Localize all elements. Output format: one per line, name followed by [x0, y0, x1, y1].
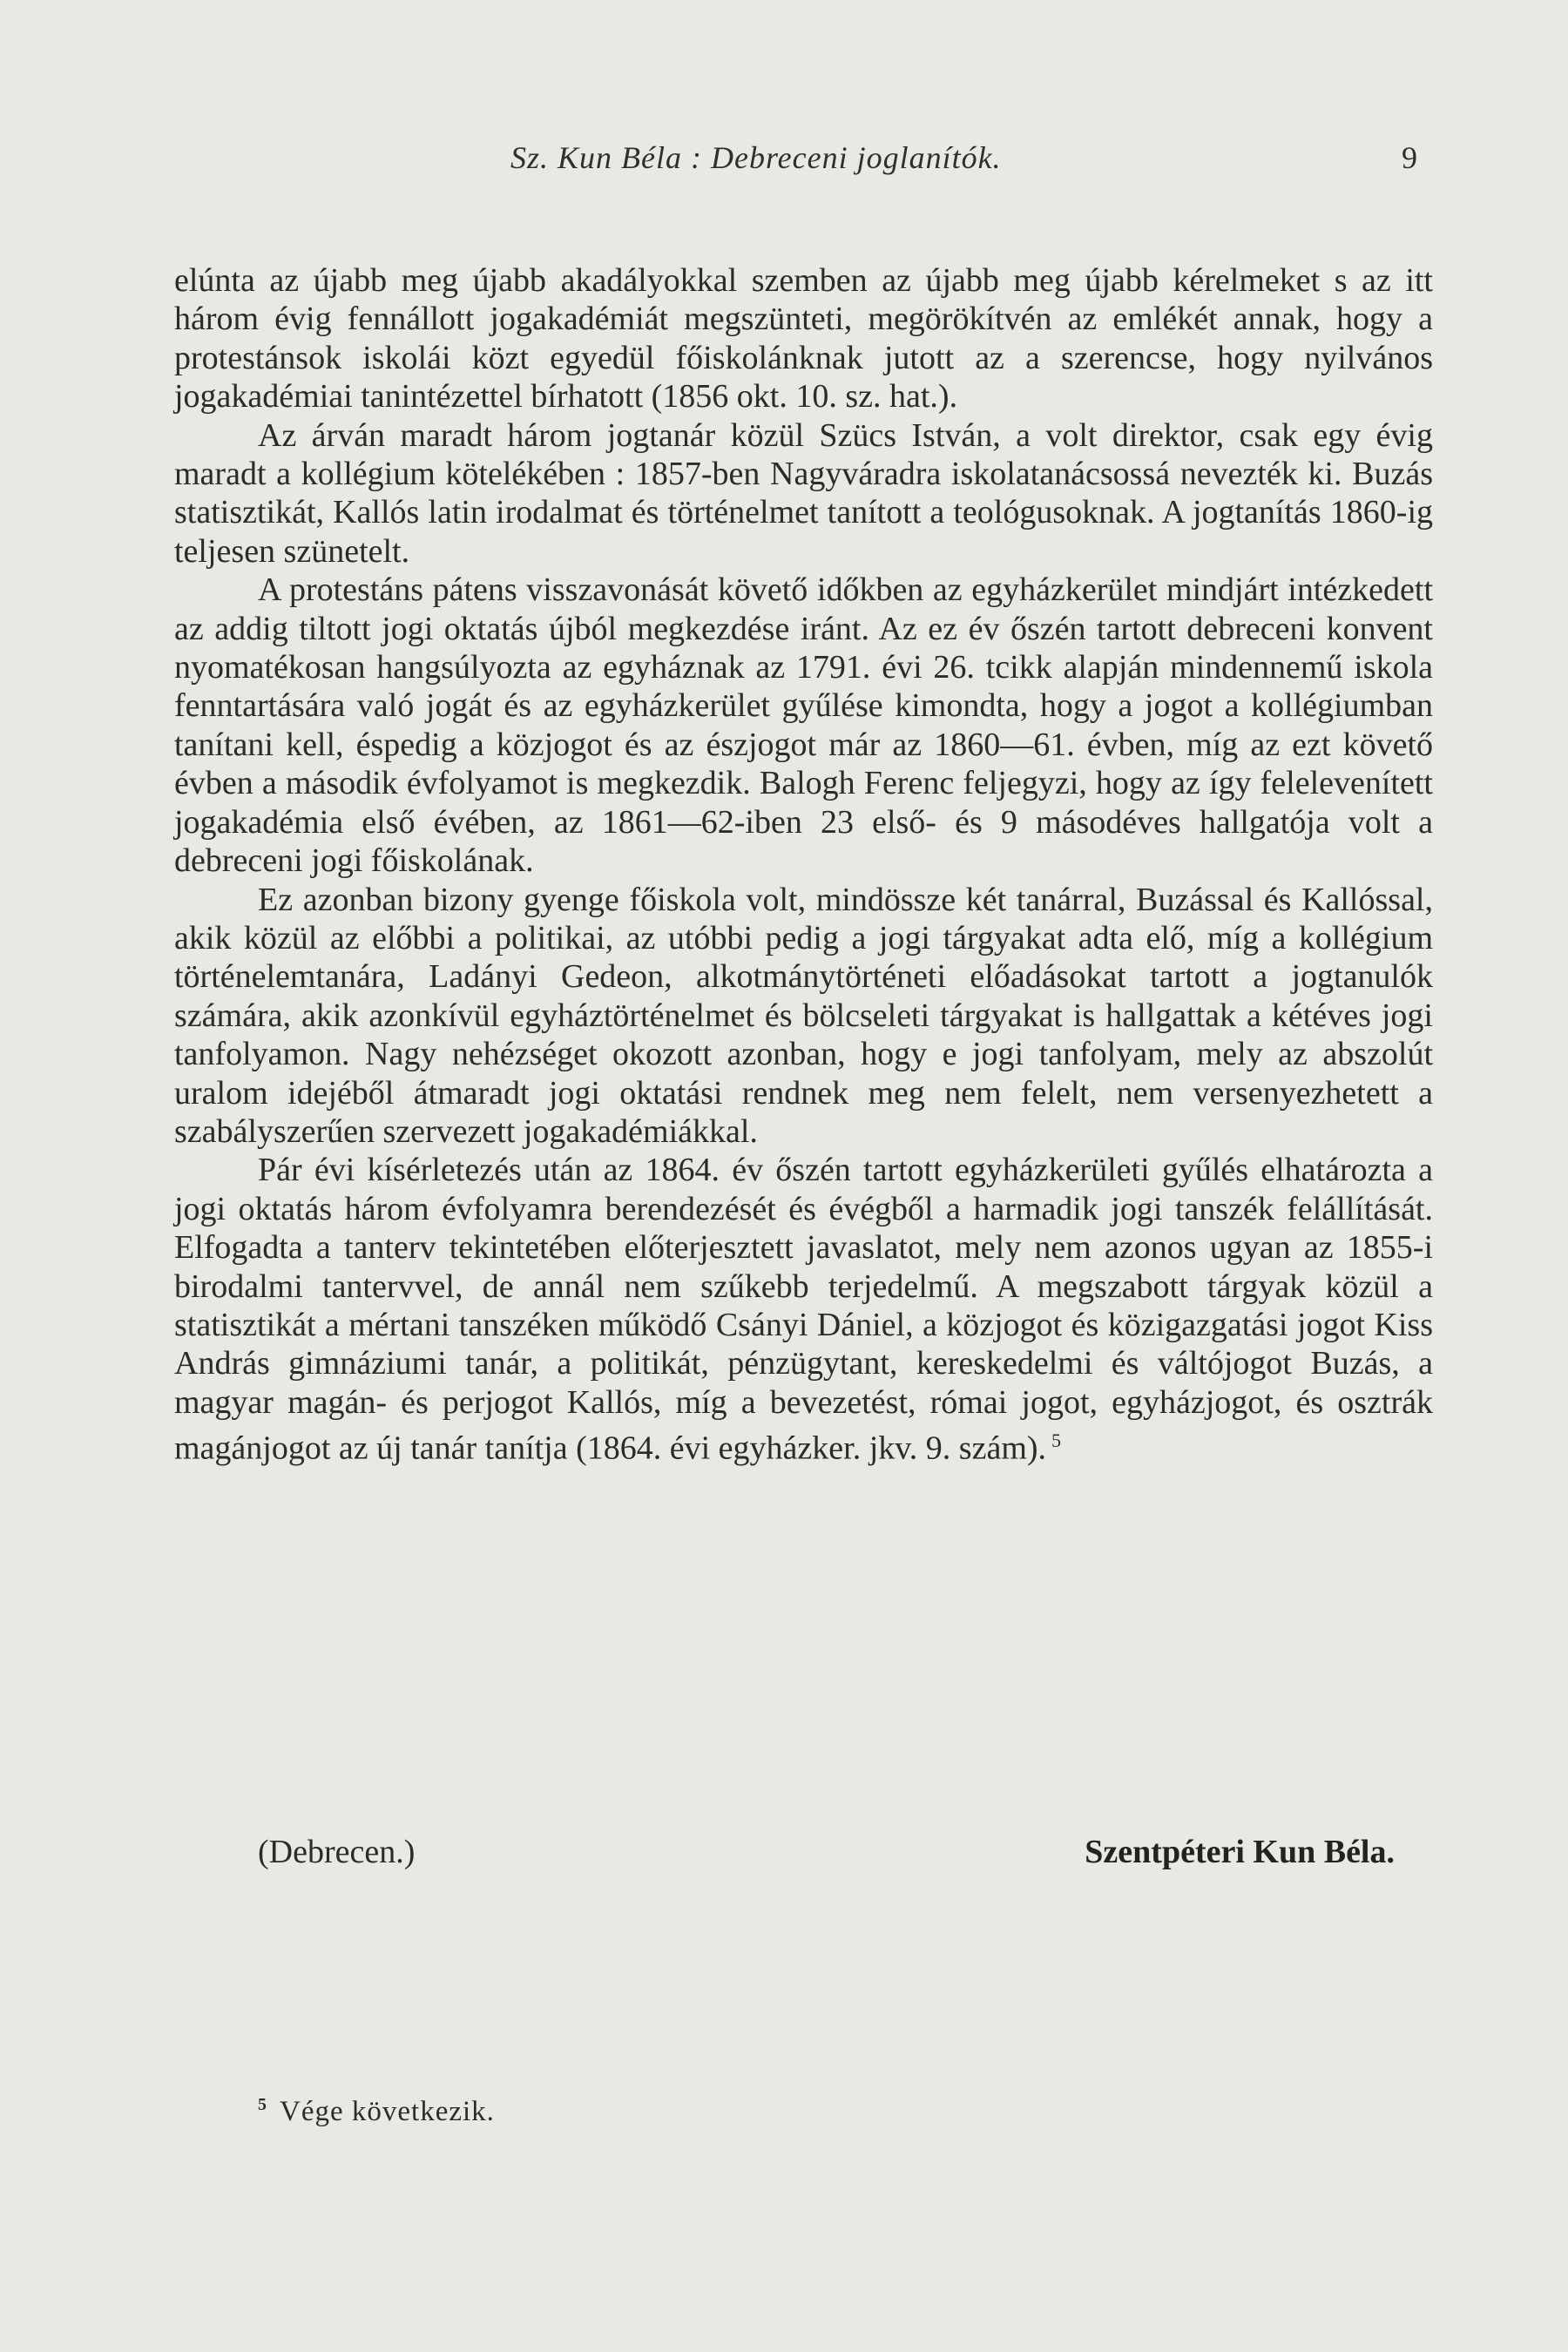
signature-line	[258, 1833, 1395, 1876]
footnote-reference: 5	[1051, 1429, 1062, 1452]
running-head: Sz. Kun Béla : Debreceni joglanítók.	[510, 140, 1002, 175]
body-text	[174, 261, 1433, 1468]
signature-place: (Debrecen.)	[258, 1834, 416, 1870]
page-header	[174, 139, 1433, 192]
author-signature: Szentpéteri Kun Béla.	[1085, 1834, 1395, 1870]
paragraph-text: Pár évi kísérletezés után az 1864. év őszén tartott egyházkerületi gyűlés elhatározta a jogi oktatás három évfolyamra berendezését és évégből a harmadik jogi tanszék felállítását. Elfogadta a tanterv tekintetében előterjesztett javaslatot, mely nem azonos ugyan az 1855-i birodalmi tantervvel, de annál nem szűkebb terjedelmű. A megszabott tárgyak közül a statisztikát a mértani tanszéken működő Csányi Dániel, a közjogot és közigazgatási jogot Kiss András gimnáziumi tanár, a politikát, pénzügytant, kereskedelmi és váltójogot Buzás, a magyar magán- és perjogot Kallós, míg a bevezetést, római jogot, egyházjogot, és osztrák magánjogot az új tanár tanítja (1864. évi egyházker. jkv. 9. szám).	[174, 1152, 1433, 1467]
paragraph: elúnta az újabb meg újabb akadályokkal szemben az újabb meg újabb kérelmeket s az itt három évig fennállott jogakadémiát megszünteti, megörökítvén az emlékét annak, hogy a protestánsok iskolái közt egyedül főiskolánknak jutott az a szerencse, hogy nyilvános jogakadémiai tanintézettel bírhatott (1856 okt. 10. sz. hat.).	[174, 262, 1433, 416]
footnote	[258, 2095, 1042, 2128]
page-number: 9	[1402, 140, 1417, 175]
footnote-mark: 5	[258, 2095, 267, 2114]
paragraph: Ez azonban bizony gyenge főiskola volt, mindössze két tanárral, Buzással és Kallóssal, akik közül az előbbi a politikai, az utóbbi pedig a jogi tárgyakat adta elő, míg a kollégium történelemtanára, Ladányi Gedeon, alkotmánytörténeti előadásokat tartott a jogtanulók számára, akik azonkívül egyháztörténelmet és bölcseleti tárgyakat is hallgattak a kétéves jogi tanfolyamon. Nagy nehézséget okozott azonban, hogy e jogi tanfolyam, mely az abszolút uralom idejéből átmaradt jogi oktatási rendnek meg nem felelt, nem versenyezhetett a szabályszerűen szervezett jogakadémiákkal.	[174, 881, 1433, 1150]
paragraph: A protestáns pátens visszavonását követő időkben az egyházkerület mindjárt intézkedett az addig tiltott jogi oktatás újból megkezdése iránt. Az ez év őszén tartott debreceni konvent nyomatékosan hangsúlyozta az egyháznak az 1791. évi 26. tcikk alapján mindennemű iskola fenntartására való jogát és az egyházkerület gyűlése kimondta, hogy a jogot a kollégiumban tanítani kell, éspedig a közjogot és az észjogot már az 1860—61. évben, míg az ezt követő évben a második évfolyamot is megkezdik. Balogh Ferenc feljegyzi, hogy az így felelevenített jogakadémia első évében, az 1861—62-iben 23 első- és 9 másodéves hallgatója volt a debreceni jogi főiskolának.	[174, 571, 1433, 880]
footnote-text: Vége következik.	[280, 2096, 495, 2127]
paragraph-with-footnote	[174, 1151, 1433, 1468]
paragraph: Az árván maradt három jogtanár közül Szücs István, a volt direktor, csak egy évig maradt a kollégium kötelékében : 1857-ben Nagyváradra iskolatanácsossá nevezték ki. Buzás statisztikát, Kallós latin irodalmat és történelmet tanított a teológusoknak. A jogtanítás 1860-ig teljesen szünetelt.	[174, 416, 1433, 570]
